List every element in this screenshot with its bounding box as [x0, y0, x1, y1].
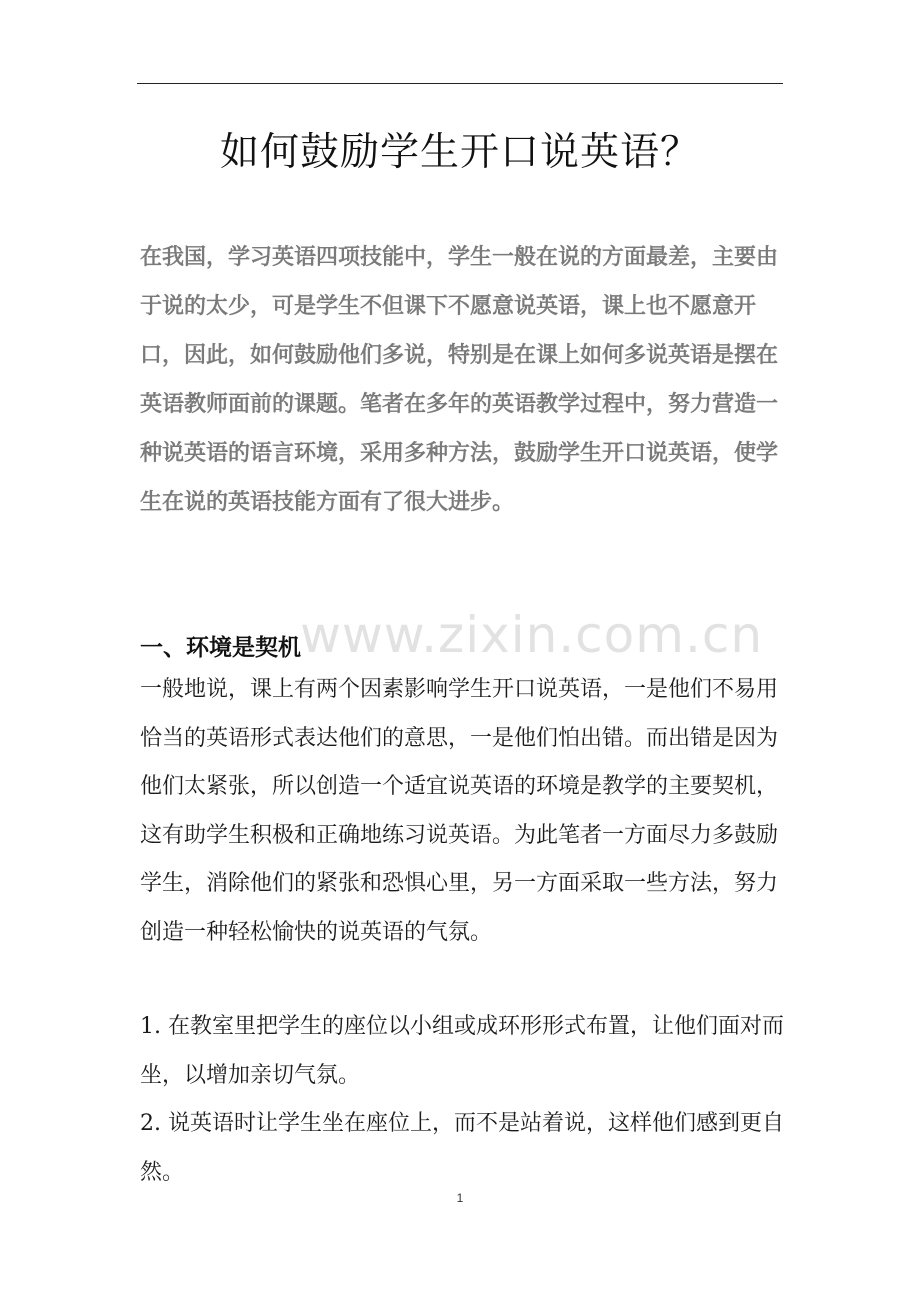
- document-title: 如何鼓励学生开口说英语？: [219, 130, 700, 175]
- header-rule: [137, 83, 783, 84]
- body-paragraph: 一般地说，课上有两个因素影响学生开口说英语，一是他们不易用恰当的英语形式表达他们的意思，一是他们怕出错。而出错是因为他们太紧张，所以创造一个适宜说英语的环境是教学的主要契机，这有助学生积极和正确地练习说英语。为此笔者一方面尽力多鼓励学生，消除他们的紧张和恐惧心里，另一方面采取一些方法，努力创造一种轻松愉快的说英语的气氛。: [140, 677, 779, 945]
- list-item: 2. 说英语时让学生坐在座位上，而不是站着说，这样他们感到更自然。: [140, 1111, 784, 1185]
- page-number: 1: [456, 1191, 464, 1205]
- intro-paragraph: 在我国，学习英语四项技能中，学生一般在说的方面最差，主要由于说的太少，可是学生不但课下不愿意说英语，课上也不愿意开口，因此，如何鼓励他们多说，特别是在课上如何多说英语是摆在英语教师面前的课题。笔者在多年的英语教学过程中，努力营造一种说英语的语言环境，采用多种方法，鼓励学生开口说英语，使学生在说的英语技能方面有了很大进步。: [140, 244, 779, 515]
- list-item: 1. 在教室里把学生的座位以小组或成环形形式布置，让他们面对而坐，以增加亲切气氛。: [140, 1014, 784, 1088]
- section-heading: 一、环境是契机: [140, 635, 301, 661]
- watermark: www.zixin.com.cn: [300, 606, 764, 664]
